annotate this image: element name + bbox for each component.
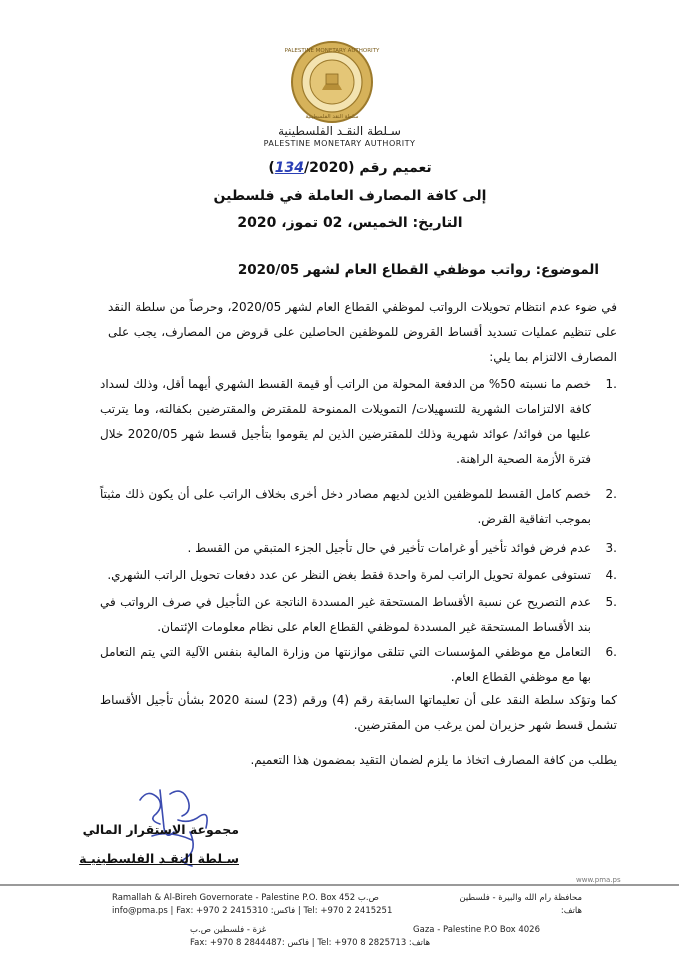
pma-seal-logo: [284, 40, 380, 124]
list-item-text: خصم كامل القسط للموظفين الذين لديهم مصادر دخل أخرى بخلاف الراتب على أن يكون ذلك مثبتاً بموجب اتفاقية القرض.: [100, 487, 591, 526]
list-item-text: عدم فرض فوائد تأخير أو غرامات تأخير في حال تأجيل الجزء المتبقي من القسط .: [187, 541, 591, 555]
list-item: [100, 482, 617, 532]
intro-paragraph: في ضوء عدم انتظام تحويلات الرواتب لموظفي القطاع العام لشهر 2020/05، وحرصاً من سلطة النقد على تنظيم عمليات تسديد أقساط القروض للموظفين الحاصلين على قروض من المصارف، يجب على المصارف الالتزام بما يلي:: [108, 300, 617, 364]
circular-handwritten-number: 134: [274, 160, 304, 176]
list-item-number: .2: [605, 487, 617, 501]
list-item-text: تستوفى عمولة تحويل الراتب لمرة واحدة فقط بغض النظر عن عدد دفعات تحويل الراتب الشهري.: [107, 568, 591, 582]
list-item-number: .4: [605, 568, 617, 582]
list-item-text: التعامل مع موظفي المؤسسات التي تتلقى موازنتها من وزارة المالية بنفس الآلية التي يتم التعامل بها مع موظفي القطاع العام.: [100, 645, 591, 684]
footer-gaza-ar: غزة - فلسطين ص.ب: [190, 925, 267, 935]
footer-ramallah-address: [112, 893, 582, 903]
signatory-department: مجموعة الاستقرار المالي: [82, 822, 239, 837]
circular-prefix: تعميم رقم (: [348, 160, 432, 176]
list-item-text: خصم ما نسبته 50% من الدفعة المحولة من الراتب أو قيمة القسط الشهري أيهما أقل، وذلك لسداد كافة الالتزامات الشهرية للتسهيلات/ التمويلات الممنوحة للمقترض والمقترضين بكفالته، وما يترتب عليها من فوائد/ عوائد شهرية وذلك للمقترضين الذين لم يقوموا بتأجيل قسط شهر 2020/05 خلال فترة الأزمة الصحية الراهنة.: [100, 377, 591, 466]
org-name-english: PALESTINE MONETARY AUTHORITY: [263, 139, 416, 148]
footer-gaza-address: [190, 925, 540, 935]
footer-ramallah-contact-en: info@pma.ps | Fax: +970 2 2415310 :فاكس | Tel: +970 2 2415251: [112, 906, 393, 916]
date-line: التاريخ: الخميس، 02 تموز، 2020: [237, 215, 463, 231]
seal-text: PALESTINE MONETARY AUTHORITY: [284, 48, 380, 54]
footer-website[interactable]: www.pma.ps: [572, 876, 625, 884]
org-name-arabic: سـلطة النقـد الفلسطينية: [278, 124, 401, 138]
seal-text-ar: سلطة النقد الفلسطينية: [305, 114, 359, 120]
list-item: [100, 563, 617, 588]
recipients-line: إلى كافة المصارف العاملة في فلسطين: [213, 188, 487, 204]
footer-gaza-contact: [190, 938, 540, 948]
list-item-number: .3: [605, 541, 617, 555]
list-item-number: .5: [605, 595, 617, 609]
footer-divider: [0, 884, 679, 886]
list-item: [100, 590, 617, 640]
list-item: [100, 372, 617, 472]
circular-suffix: /2020): [268, 160, 349, 176]
footer-ramallah-ar: محافظة رام الله والبيرة - فلسطين: [459, 893, 582, 903]
subject-line: الموضوع: رواتب موظفي القطاع العام لشهر 2020/05: [237, 262, 599, 278]
list-item-number: .1: [605, 377, 617, 391]
list-item: [100, 536, 617, 561]
list-item: [100, 640, 617, 690]
footer-ramallah-contact-ar: هاتف:: [560, 906, 582, 916]
list-item-text: عدم التصريح عن نسبة الأقساط المستحقة غير المسددة الناتجة عن التأجيل في صرف الرواتب في بند الأقساط المستحقة غير المسددة لموظفي القطاع العام على نظام معلومات الإئتمان.: [100, 595, 591, 634]
footer-gaza-contact-text: Fax: +970 8 2844487: فاكس | Tel: +970 8 2825713 :هاتف: [190, 938, 431, 948]
signatory-organization: سـلطة النقـد الفلسطينيـة: [79, 851, 239, 866]
footer-gaza-en: Gaza - Palestine P.O Box 4026: [413, 925, 540, 935]
closing-paragraph-1: كما وتؤكد سلطة النقد على أن تعليماتها السابقة رقم (4) ورقم (23) لسنة 2020 بشأن تأجيل الأقساط تشمل قسط شهر حزيران لمن يرغب من المقترضين.: [100, 693, 617, 732]
footer-ramallah-contact: [112, 906, 582, 916]
circular-number-line: [180, 160, 520, 176]
list-item-number: .6: [605, 645, 617, 659]
footer-ramallah-en: Ramallah & Al-Bireh Governorate - Palestine P.O. Box 452 ص.ب: [112, 893, 379, 903]
closing-paragraph-2: يطلب من كافة المصارف اتخاذ ما يلزم لضمان التقيد بمضمون هذا التعميم.: [250, 753, 617, 767]
